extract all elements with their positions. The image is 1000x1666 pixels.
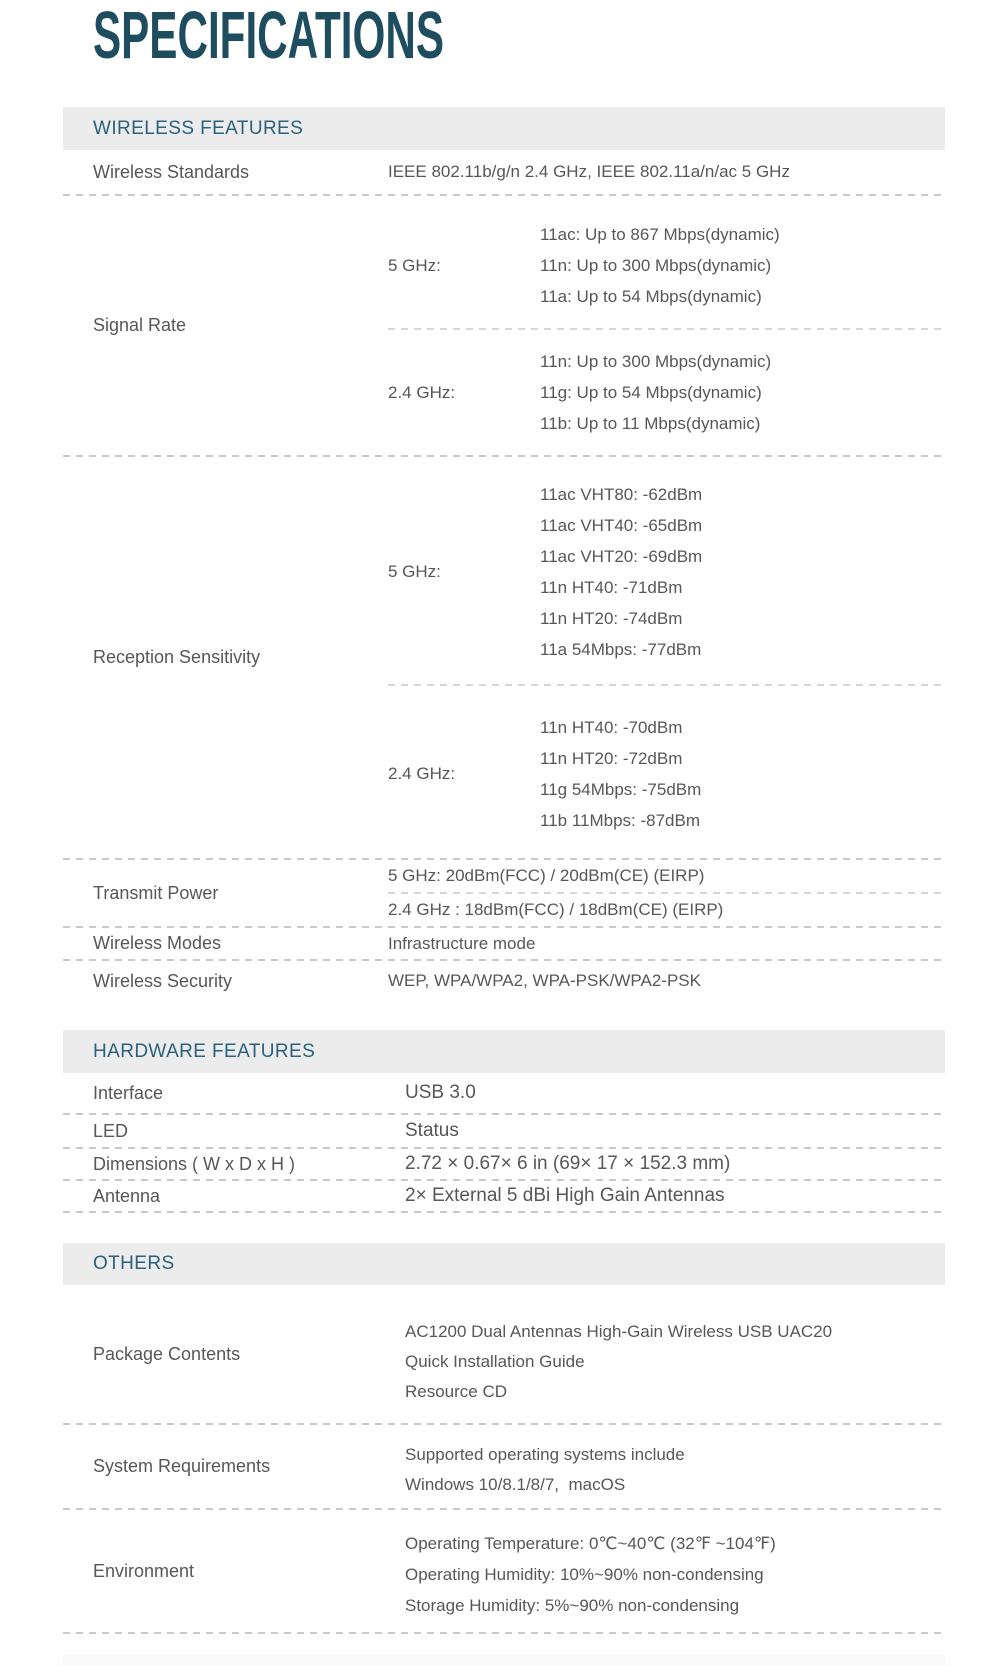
row-value: Status — [405, 1120, 459, 1141]
row-label: Reception Sensitivity — [93, 647, 261, 667]
value-line: 11b 11Mbps: -87dBm — [540, 811, 701, 830]
value-line: 11n HT40: -71dBm — [540, 578, 683, 597]
row-system-requirements — [63, 1425, 945, 1508]
section-header-others — [63, 1243, 945, 1285]
value-line: 11ac VHT80: -62dBm — [540, 485, 703, 504]
value-line: 11ac VHT40: -65dBm — [540, 516, 703, 535]
band-lines — [540, 346, 771, 439]
band-label: 5 GHz: — [388, 255, 441, 275]
band-label: 2.4 GHz: — [388, 382, 456, 402]
value-line: Resource CD — [405, 1382, 508, 1401]
row-value: IEEE 802.11b/g/n 2.4 GHz, IEEE 802.11a/n/ac 5 GHz — [388, 162, 790, 181]
hardware-rows — [63, 1073, 945, 1213]
row-label: Wireless Standards — [93, 161, 250, 182]
row-value-group — [388, 860, 945, 926]
row-led — [63, 1115, 945, 1147]
value-line: Operating Temperature: 0℃~40℃ (32℉ ~104℉) — [405, 1534, 776, 1553]
row-label: Environment — [93, 1560, 195, 1581]
row-value: 2.72 × 0.67× 6 in (69× 17 × 152.3 mm) — [405, 1153, 731, 1174]
row-value: 2× External 5 dBi High Gain Antennas — [405, 1185, 725, 1206]
row-interface — [63, 1073, 945, 1113]
band-lines — [540, 479, 702, 665]
dashed-divider — [63, 1211, 945, 1213]
row-transmit-power — [63, 860, 945, 926]
value-line: 2.4 GHz : 18dBm(FCC) / 18dBm(CE) (EIRP) — [388, 900, 724, 919]
row-label: Package Contents — [93, 1343, 241, 1364]
value-line: 11n HT40: -70dBm — [540, 718, 683, 737]
row-label: LED — [93, 1120, 129, 1141]
reception-5ghz — [388, 457, 945, 684]
row-wireless-security — [63, 961, 945, 1001]
value-line: 11g: Up to 54 Mbps(dynamic) — [540, 383, 762, 402]
row-label: Transmit Power — [93, 882, 219, 903]
row-value-group — [388, 1425, 945, 1508]
row-wireless-modes — [63, 928, 945, 959]
value-line: Windows 10/8.1/8/7, macOS — [405, 1475, 626, 1494]
value-line: 11n HT20: -74dBm — [540, 609, 683, 628]
row-value: USB 3.0 — [405, 1082, 476, 1103]
row-reception-sensitivity — [63, 457, 945, 858]
signal-rate-24ghz — [388, 330, 945, 455]
row-value-group — [388, 457, 945, 858]
row-environment — [63, 1510, 945, 1632]
value-line: 11a 54Mbps: -77dBm — [540, 640, 702, 659]
value-line: Operating Humidity: 10%~90% non-condensing — [405, 1565, 764, 1584]
value-line: 5 GHz: 20dBm(FCC) / 20dBm(CE) (EIRP) — [388, 866, 705, 885]
value-line: 11ac VHT20: -69dBm — [540, 547, 703, 566]
value-line: 11g 54Mbps: -75dBm — [540, 780, 702, 799]
value-line: 11n: Up to 300 Mbps(dynamic) — [540, 352, 772, 371]
value-line: Quick Installation Guide — [405, 1352, 585, 1371]
page-title: SPECIFICATIONS — [93, 0, 444, 73]
row-label: Wireless Security — [93, 970, 233, 991]
value-line: 11n HT20: -72dBm — [540, 749, 683, 768]
section-header-label: OTHERS — [93, 1253, 175, 1274]
value-line: 11n: Up to 300 Mbps(dynamic) — [540, 256, 772, 275]
content-column — [63, 0, 945, 1666]
value-line: 11ac: Up to 867 Mbps(dynamic) — [540, 225, 780, 244]
row-value: Infrastructure mode — [388, 933, 536, 953]
value-line: Supported operating systems include — [405, 1445, 685, 1464]
row-value-group — [388, 1510, 945, 1632]
row-label: System Requirements — [93, 1456, 271, 1476]
row-value: WEP, WPA/WPA2, WPA-PSK/WPA2-PSK — [388, 971, 701, 990]
band-lines — [540, 219, 780, 312]
row-antenna — [63, 1181, 945, 1211]
band-lines — [540, 712, 701, 836]
row-dimensions — [63, 1149, 945, 1179]
value-line: AC1200 Dual Antennas High-Gain Wireless USB UAC20 — [405, 1322, 833, 1341]
section-header-wireless-features — [63, 107, 945, 150]
signal-rate-5ghz — [388, 196, 945, 328]
dashed-divider — [63, 1632, 945, 1634]
section-header-hardware-features — [63, 1030, 945, 1073]
band-label: 5 GHz: — [388, 562, 441, 581]
row-package-contents — [63, 1285, 945, 1423]
row-label: Signal Rate — [93, 315, 187, 335]
row-wireless-standards — [63, 150, 945, 194]
row-label: Dimensions ( W x D x H ) — [93, 1153, 296, 1174]
reception-24ghz — [388, 686, 945, 858]
row-label: Interface — [93, 1082, 164, 1103]
row-signal-rate — [63, 196, 945, 455]
section-header-label: WIRELESS FEATURES — [93, 117, 304, 139]
row-label: Wireless Modes — [93, 933, 222, 953]
row-value-group — [388, 1285, 945, 1423]
row-label: Antenna — [93, 1185, 161, 1206]
value-line: 11a: Up to 54 Mbps(dynamic) — [540, 287, 762, 306]
value-line: Storage Humidity: 5%~90% non-condensing — [405, 1596, 740, 1615]
row-value-group — [388, 196, 945, 455]
section-header-label: HARDWARE FEATURES — [93, 1040, 316, 1062]
next-section-band-cutoff — [63, 1654, 945, 1666]
value-line: 11b: Up to 11 Mbps(dynamic) — [540, 414, 761, 433]
band-label: 2.4 GHz: — [388, 764, 456, 783]
